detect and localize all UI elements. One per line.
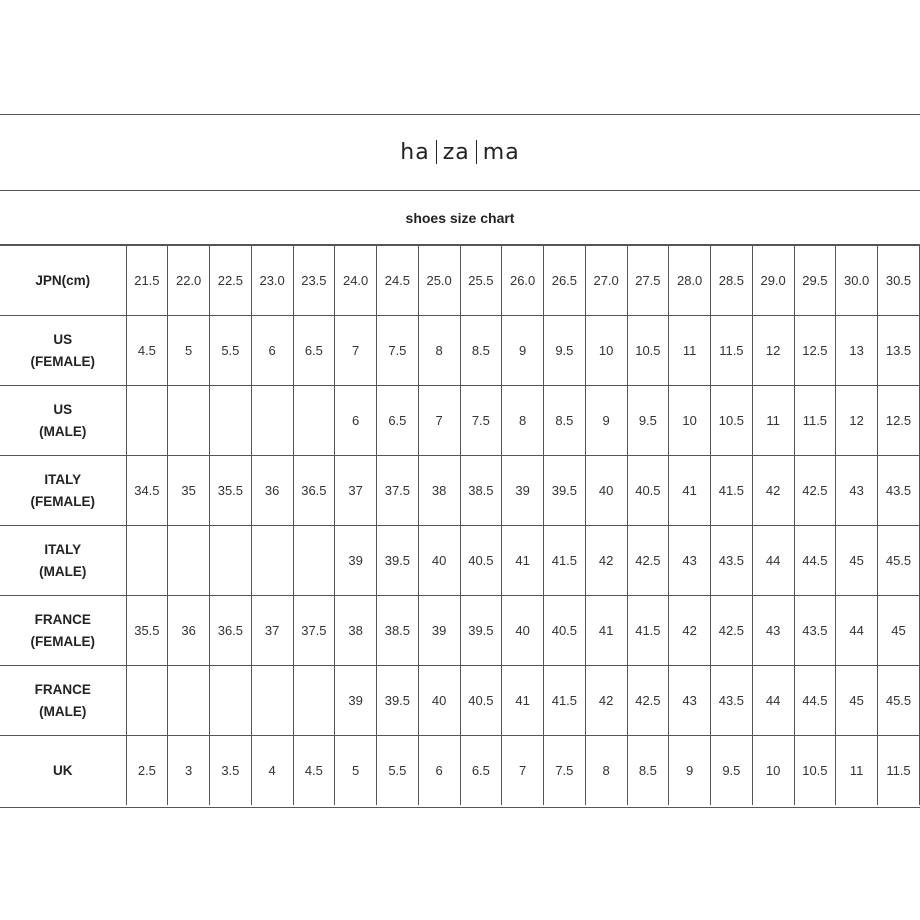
size-cell: 41: [669, 456, 711, 526]
size-cell: 11: [836, 736, 878, 806]
size-cell: 3: [168, 736, 210, 806]
size-cell: 25.5: [460, 246, 502, 316]
size-cell: 2.5: [126, 736, 168, 806]
size-cell: 40.5: [627, 456, 669, 526]
size-cell: 41.5: [627, 596, 669, 666]
row-header: [0, 526, 126, 596]
size-cell: 43: [836, 456, 878, 526]
brand-header: [0, 115, 920, 191]
size-cell: 8.5: [627, 736, 669, 806]
size-cell: 38: [418, 456, 460, 526]
size-cell: 26.0: [502, 246, 544, 316]
size-cell: 25.0: [418, 246, 460, 316]
row-header-sublabel: (FEMALE): [30, 633, 95, 649]
size-cell: 29.5: [794, 246, 836, 316]
size-cell: 9: [502, 316, 544, 386]
size-cell: 5: [168, 316, 210, 386]
brand-separator: [476, 140, 477, 164]
size-cell: 39: [502, 456, 544, 526]
size-cell: 35.5: [126, 596, 168, 666]
size-cell: 36: [251, 456, 293, 526]
size-cell: 37: [335, 456, 377, 526]
size-cell: 21.5: [126, 246, 168, 316]
size-cell: 43.5: [711, 666, 753, 736]
size-cell: 30.5: [878, 246, 920, 316]
size-cell: 11: [669, 316, 711, 386]
size-cell: 11: [752, 386, 794, 456]
chart-title: shoes size chart: [0, 191, 920, 245]
size-cell: 5: [335, 736, 377, 806]
row-header: [0, 666, 126, 736]
size-cell: [126, 526, 168, 596]
size-cell: 6: [418, 736, 460, 806]
size-cell: 45: [836, 666, 878, 736]
size-cell: 6.5: [293, 316, 335, 386]
size-cell: 8.5: [460, 316, 502, 386]
size-cell: [168, 666, 210, 736]
size-cell: 37.5: [377, 456, 419, 526]
size-cell: 39: [335, 666, 377, 736]
size-cell: 3.5: [210, 736, 252, 806]
size-cell: [251, 386, 293, 456]
size-cell: 4.5: [293, 736, 335, 806]
row-header-label: US: [53, 331, 73, 347]
size-cell: [251, 666, 293, 736]
row-header: [0, 386, 126, 456]
size-cell: [293, 526, 335, 596]
table-row: [0, 596, 920, 666]
size-cell: 39: [335, 526, 377, 596]
size-cell: 10: [669, 386, 711, 456]
table-row: [0, 736, 920, 806]
size-cell: [126, 666, 168, 736]
size-cell: 27.5: [627, 246, 669, 316]
size-cell: [210, 526, 252, 596]
size-cell: 9.5: [627, 386, 669, 456]
size-cell: 9: [585, 386, 627, 456]
row-header-label: UK: [53, 762, 73, 778]
size-cell: 38: [335, 596, 377, 666]
size-cell: 12: [836, 386, 878, 456]
table-row: [0, 246, 920, 316]
size-table-body: [0, 246, 920, 806]
size-cell: 40.5: [544, 596, 586, 666]
size-cell: 8: [585, 736, 627, 806]
size-cell: 6: [335, 386, 377, 456]
size-cell: 9.5: [711, 736, 753, 806]
row-header-label: ITALY: [44, 471, 82, 487]
size-cell: 12: [752, 316, 794, 386]
size-cell: 40: [585, 456, 627, 526]
row-header-sublabel: (MALE): [39, 423, 87, 439]
size-cell: 12.5: [878, 386, 920, 456]
table-row: [0, 456, 920, 526]
size-cell: [168, 386, 210, 456]
size-cell: 40: [418, 666, 460, 736]
size-cell: 42: [585, 666, 627, 736]
size-cell: 42.5: [627, 666, 669, 736]
row-header: [0, 596, 126, 666]
size-cell: 29.0: [752, 246, 794, 316]
size-cell: 44.5: [794, 666, 836, 736]
size-cell: [251, 526, 293, 596]
size-cell: 39.5: [460, 596, 502, 666]
size-cell: 43: [669, 666, 711, 736]
size-cell: 6.5: [460, 736, 502, 806]
row-header-label: FRANCE: [34, 681, 91, 697]
size-cell: 42: [669, 596, 711, 666]
size-cell: 41.5: [711, 456, 753, 526]
size-cell: 43.5: [711, 526, 753, 596]
row-header: [0, 456, 126, 526]
size-cell: 45: [878, 596, 920, 666]
size-cell: 45.5: [878, 666, 920, 736]
row-header-label: FRANCE: [34, 611, 91, 627]
size-cell: 43.5: [878, 456, 920, 526]
size-cell: 45: [836, 526, 878, 596]
size-cell: 42: [752, 456, 794, 526]
size-cell: 41: [502, 666, 544, 736]
size-cell: [210, 666, 252, 736]
size-cell: 23.5: [293, 246, 335, 316]
size-cell: 38.5: [460, 456, 502, 526]
size-cell: 40.5: [460, 526, 502, 596]
row-header-label: ITALY: [44, 541, 82, 557]
size-cell: 10: [752, 736, 794, 806]
size-cell: 13: [836, 316, 878, 386]
size-cell: 7: [502, 736, 544, 806]
size-cell: [168, 526, 210, 596]
size-cell: 35.5: [210, 456, 252, 526]
brand-part: za: [442, 140, 470, 165]
size-cell: 9.5: [544, 316, 586, 386]
size-cell: 41.5: [544, 526, 586, 596]
size-cell: 41: [502, 526, 544, 596]
size-cell: 39.5: [377, 666, 419, 736]
size-cell: 6.5: [377, 386, 419, 456]
size-cell: 30.0: [836, 246, 878, 316]
size-cell: 34.5: [126, 456, 168, 526]
size-cell: 6: [251, 316, 293, 386]
size-cell: 42: [585, 526, 627, 596]
row-header-label: US: [53, 401, 73, 417]
brand-part: ha: [400, 140, 430, 165]
row-header-sublabel: (FEMALE): [30, 493, 95, 509]
size-cell: 44: [836, 596, 878, 666]
row-header: [0, 736, 126, 806]
size-cell: 7.5: [460, 386, 502, 456]
size-cell: 23.0: [251, 246, 293, 316]
size-cell: 39.5: [544, 456, 586, 526]
size-cell: 7.5: [544, 736, 586, 806]
size-cell: 40: [418, 526, 460, 596]
size-cell: 44: [752, 666, 794, 736]
size-cell: 42.5: [711, 596, 753, 666]
size-cell: 10.5: [711, 386, 753, 456]
size-cell: [210, 386, 252, 456]
size-cell: 36.5: [210, 596, 252, 666]
size-cell: 9: [669, 736, 711, 806]
size-cell: 42.5: [794, 456, 836, 526]
size-cell: 40.5: [460, 666, 502, 736]
brand-separator: [436, 140, 437, 164]
size-cell: 13.5: [878, 316, 920, 386]
row-header-sublabel: (MALE): [39, 703, 87, 719]
size-cell: 36.5: [293, 456, 335, 526]
size-cell: 7.5: [377, 316, 419, 386]
size-cell: 44: [752, 526, 794, 596]
size-cell: 43: [752, 596, 794, 666]
size-cell: 7: [335, 316, 377, 386]
size-cell: 8: [418, 316, 460, 386]
size-cell: 39: [418, 596, 460, 666]
row-header-label: JPN(cm): [35, 272, 91, 288]
size-cell: 28.0: [669, 246, 711, 316]
size-cell: [126, 386, 168, 456]
size-cell: 10.5: [794, 736, 836, 806]
row-header-sublabel: (MALE): [39, 563, 87, 579]
size-cell: 4.5: [126, 316, 168, 386]
brand-part: ma: [482, 140, 520, 165]
size-cell: 40: [502, 596, 544, 666]
size-cell: 5.5: [377, 736, 419, 806]
table-row: [0, 666, 920, 736]
size-cell: 37.5: [293, 596, 335, 666]
size-cell: 11.5: [794, 386, 836, 456]
size-table: [0, 245, 920, 805]
size-cell: 8.5: [544, 386, 586, 456]
size-cell: 43.5: [794, 596, 836, 666]
size-cell: [293, 386, 335, 456]
size-cell: 24.0: [335, 246, 377, 316]
size-cell: 27.0: [585, 246, 627, 316]
table-row: [0, 386, 920, 456]
table-row: [0, 316, 920, 386]
size-cell: 11.5: [711, 316, 753, 386]
table-row: [0, 526, 920, 596]
size-cell: 10.5: [627, 316, 669, 386]
size-cell: 35: [168, 456, 210, 526]
size-cell: 10: [585, 316, 627, 386]
size-cell: 44.5: [794, 526, 836, 596]
size-cell: 42.5: [627, 526, 669, 596]
size-cell: 12.5: [794, 316, 836, 386]
size-cell: 26.5: [544, 246, 586, 316]
size-cell: 22.0: [168, 246, 210, 316]
size-cell: 22.5: [210, 246, 252, 316]
size-cell: 24.5: [377, 246, 419, 316]
size-cell: 45.5: [878, 526, 920, 596]
row-header: [0, 316, 126, 386]
size-cell: 4: [251, 736, 293, 806]
size-cell: 8: [502, 386, 544, 456]
size-cell: 37: [251, 596, 293, 666]
size-chart-sheet: [0, 114, 920, 808]
size-cell: 28.5: [711, 246, 753, 316]
size-cell: [293, 666, 335, 736]
size-cell: 5.5: [210, 316, 252, 386]
size-cell: 7: [418, 386, 460, 456]
size-cell: 38.5: [377, 596, 419, 666]
size-cell: 39.5: [377, 526, 419, 596]
row-header: [0, 246, 126, 316]
size-cell: 36: [168, 596, 210, 666]
size-cell: 43: [669, 526, 711, 596]
size-cell: 11.5: [878, 736, 920, 806]
row-header-sublabel: (FEMALE): [30, 353, 95, 369]
size-cell: 41.5: [544, 666, 586, 736]
size-cell: 41: [585, 596, 627, 666]
brand-logo: [400, 140, 519, 165]
